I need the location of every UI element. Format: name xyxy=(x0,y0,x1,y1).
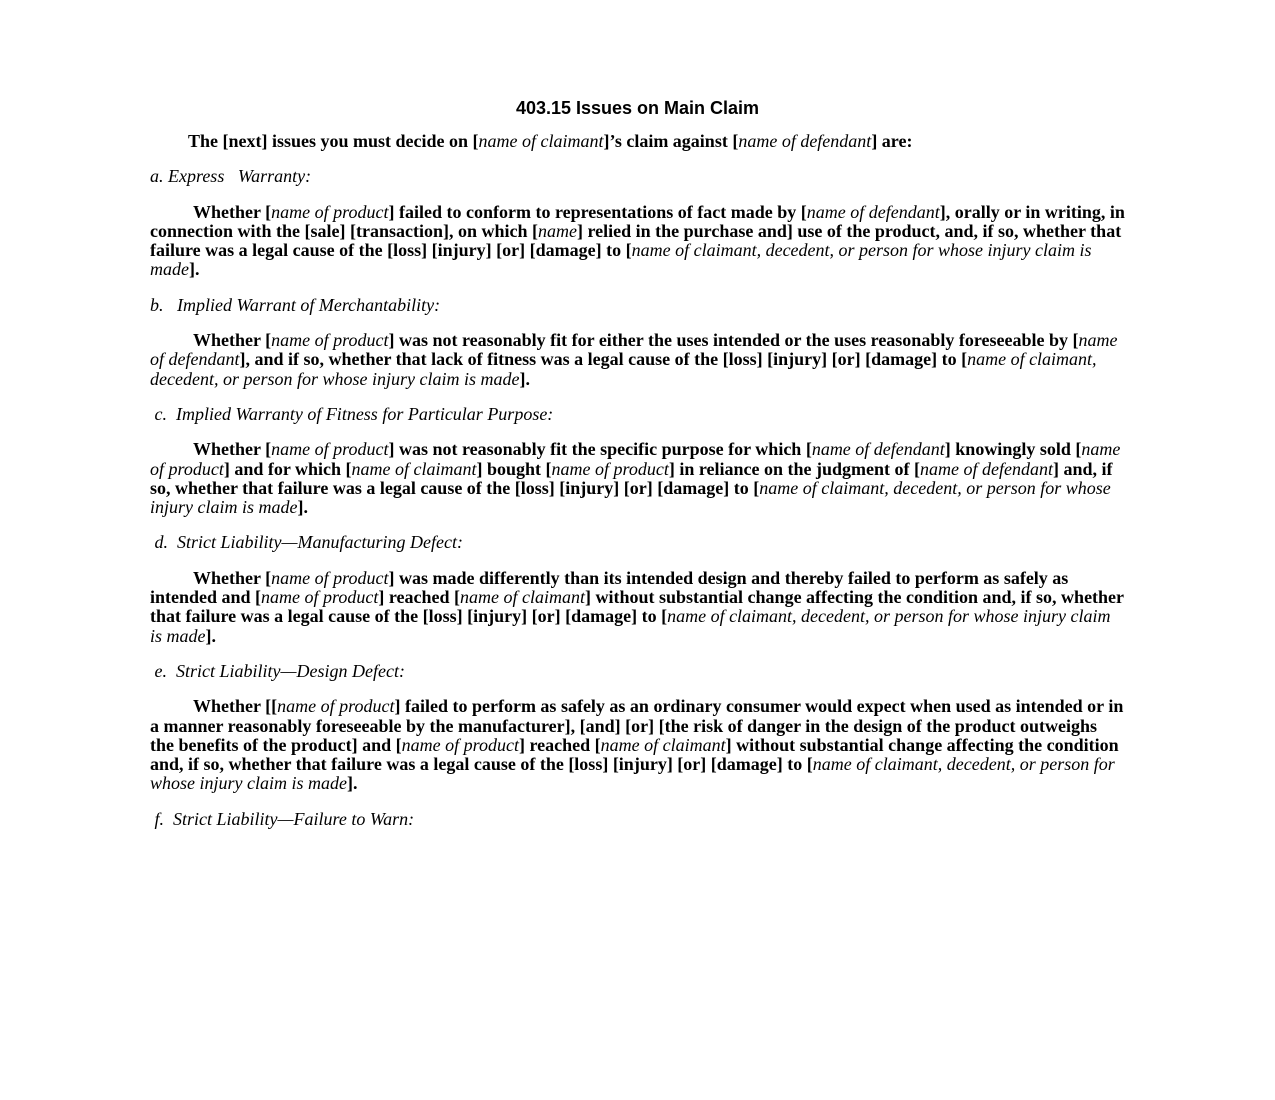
body-text: ] was not reasonably fit for either the uses intended or the uses reasonably foreseeable by [ xyxy=(388,330,1079,351)
intro-paragraph xyxy=(150,132,1125,151)
body-text: ]. xyxy=(189,259,200,280)
placeholder-text: name of claimant, decedent, or person for whose injury claim is made xyxy=(150,754,1115,794)
document-page xyxy=(150,96,1125,845)
body-text: Whether [[ xyxy=(193,696,278,717)
placeholder-text: name of product xyxy=(271,330,389,351)
section-heading: c. Implied Warranty of Fitness for Particular Purpose: xyxy=(150,403,554,424)
placeholder-text: name of claimant, decedent, or person for whose injury claim is made xyxy=(150,606,1111,646)
section-heading: f. Strict Liability—Failure to Warn: xyxy=(150,808,415,829)
body-text: ] reached [ xyxy=(519,734,601,755)
placeholder-text: name of claimant, decedent, or person for whose injury claim is made xyxy=(150,477,1111,518)
placeholder-text: name of claimant xyxy=(351,458,477,479)
placeholder-text: name of product xyxy=(551,458,669,479)
body-text: ]. xyxy=(205,625,216,646)
body-text: ] failed to perform as safely as an ordinary consumer would expect when used as intended or in a manner reasonably foreseeable by the manufacturer], [and] [or] [the risk of danger in the design of the product outweighs the benefits of the product] and [ xyxy=(150,696,1124,755)
body-text: ]. xyxy=(519,368,530,389)
placeholder-text: name of product xyxy=(271,439,389,460)
placeholder-text: name of claimant, decedent, or person for whose injury claim is made xyxy=(150,349,1097,389)
placeholder-text: name of defendant xyxy=(920,458,1053,479)
body-text: ] failed to conform to representations of fact made by [ xyxy=(388,201,807,222)
placeholder-text: name of defendant xyxy=(150,330,1118,370)
body-text: ]’s claim against [ xyxy=(603,131,739,151)
body-text: ] without substantial change affecting the condition and, if so, whether that failure was a legal cause of the [loss] [injury] [or] [damage] to [ xyxy=(150,587,1124,627)
body-text: ]. xyxy=(346,773,358,794)
placeholder-text: name of claimant xyxy=(460,587,586,608)
body-text: Whether [ xyxy=(193,201,272,222)
section-heading: a. Express Warranty: xyxy=(150,166,312,187)
placeholder-text: name of defendant xyxy=(806,201,940,222)
body-text: ] are: xyxy=(871,131,913,151)
body-text: ] in reliance on the judgment of [ xyxy=(668,458,920,479)
placeholder-text: name of claimant xyxy=(478,131,604,151)
placeholder-text: name of defendant xyxy=(811,439,945,460)
body-text: ] relied in the purchase and] use of the product, and, if so, whether that failure was a legal cause of the [loss] [injury] [or] [damage] to [ xyxy=(150,220,1122,261)
placeholder-text: name of product xyxy=(261,587,379,608)
body-text: The [next] issues you must decide on [ xyxy=(188,131,479,151)
body-text: ] and, if so, whether that failure was a legal cause of the [loss] [injury] [or] [damage] to [ xyxy=(150,458,1113,498)
body-text: ] without substantial change affecting the condition and, if so, whether that failure was a legal cause of the [loss] [injury] [or] [damage] to [ xyxy=(150,734,1119,775)
placeholder-text: name of claimant xyxy=(600,734,726,755)
body-text: ] was made differently than its intended design and thereby failed to perform as safely as intended and [ xyxy=(150,567,1069,608)
section-heading: e. Strict Liability—Design Defect: xyxy=(150,660,405,681)
placeholder-text: name of product xyxy=(150,439,1121,479)
issue-sections xyxy=(150,167,1125,829)
section-paragraph xyxy=(150,569,1125,646)
body-text: Whether [ xyxy=(193,567,272,588)
placeholder-text: name of product xyxy=(277,696,395,717)
body-text: ], and if so, whether that lack of fitness was a legal cause of the [loss] [injury] [or] [damage] to [ xyxy=(239,349,968,370)
body-text: Whether [ xyxy=(193,330,272,351)
body-text: ]. xyxy=(297,497,308,518)
page-title: 403.15 Issues on Main Claim xyxy=(515,98,760,118)
body-text: ] was not reasonably fit the specific purpose for which [ xyxy=(388,439,812,460)
body-text: Whether [ xyxy=(193,439,272,460)
section-heading: b. Implied Warrant of Merchantability: xyxy=(150,294,441,315)
body-text: ] knowingly sold [ xyxy=(944,439,1082,460)
placeholder-text: name of defendant xyxy=(738,131,872,151)
body-text: ] and for which [ xyxy=(223,458,352,479)
placeholder-text: name of product xyxy=(271,567,389,588)
section-paragraph xyxy=(150,697,1125,793)
section-heading: d. Strict Liability—Manufacturing Defect: xyxy=(150,532,463,553)
body-text: ], orally or in writing, in connection with the [sale] [transaction], on which [ xyxy=(150,201,1125,241)
section-paragraph xyxy=(150,331,1125,389)
body-text: ] reached [ xyxy=(378,587,461,608)
placeholder-text: name of claimant, decedent, or person for whose injury claim is made xyxy=(150,240,1092,280)
section-paragraph xyxy=(150,203,1125,280)
section-paragraph xyxy=(150,440,1125,517)
body-text: ] bought [ xyxy=(476,458,552,479)
placeholder-text: name of product xyxy=(401,734,519,755)
placeholder-text: name of product xyxy=(271,201,389,222)
placeholder-text: name xyxy=(537,220,577,241)
